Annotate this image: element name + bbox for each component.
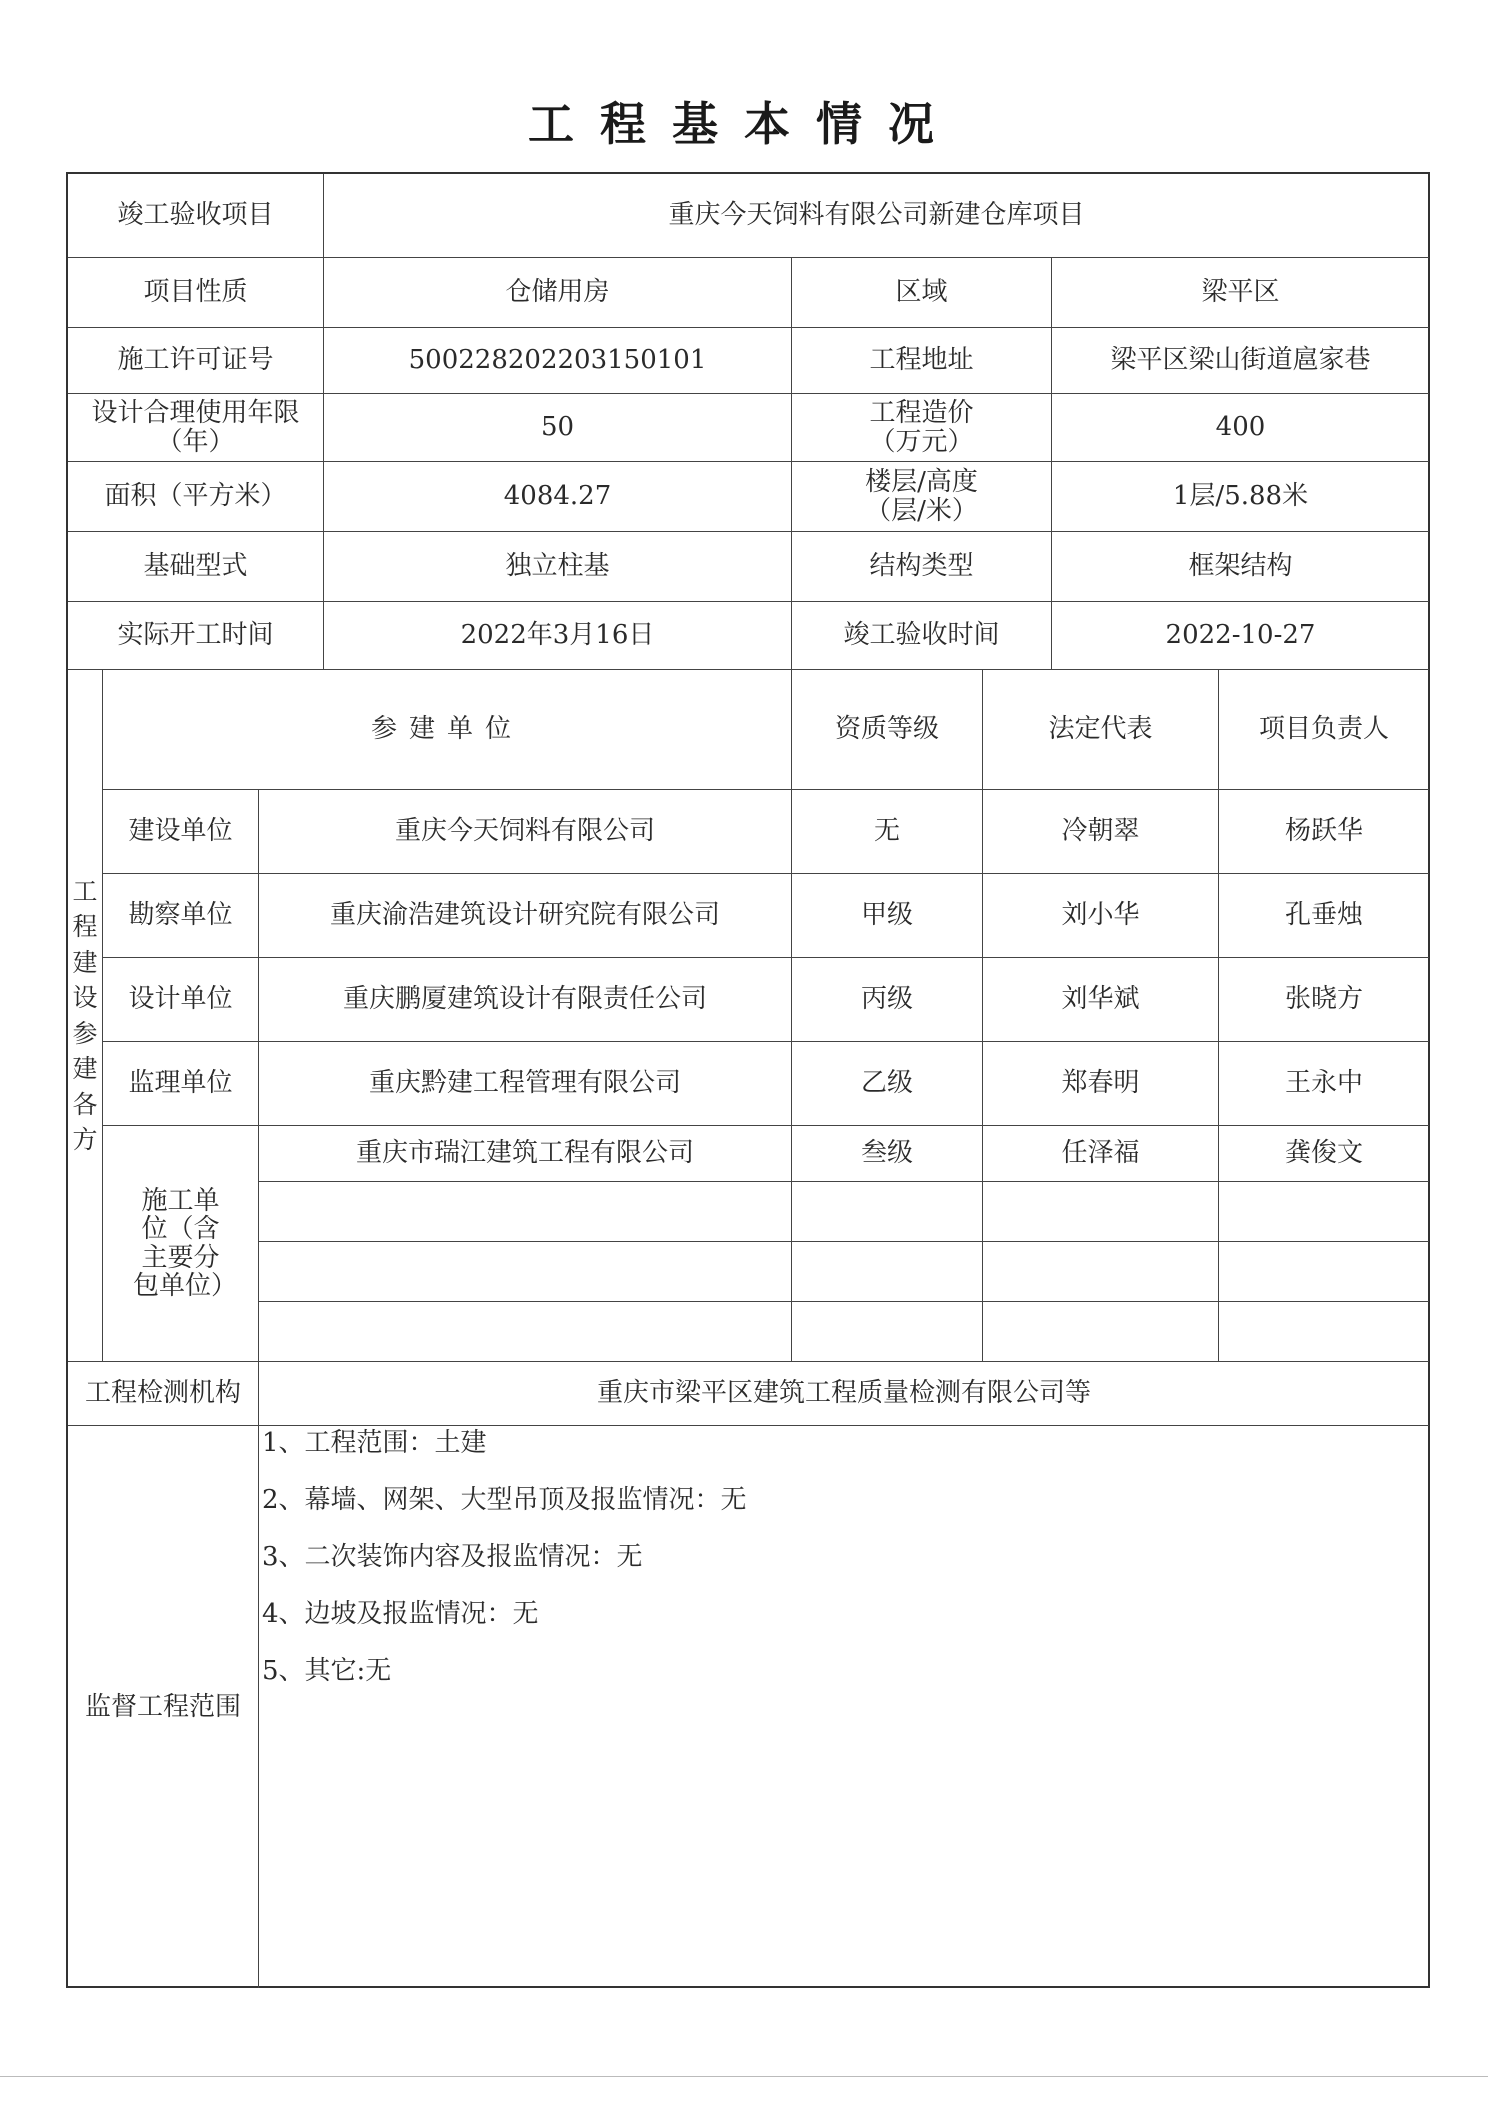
construction-legal-rep [983, 1302, 1219, 1362]
info-value: 1层/5.88米 [1052, 462, 1429, 532]
info-label: 实际开工时间 [68, 602, 324, 670]
info-label: 工程造价（万元） [792, 394, 1052, 462]
project-label: 竣工验收项目 [68, 174, 324, 258]
party-qualification: 无 [792, 790, 983, 874]
party-company: 重庆今天饲料有限公司 [259, 790, 792, 874]
party-legal-rep: 刘华斌 [983, 958, 1219, 1042]
header-project-lead: 项目负责人 [1219, 670, 1429, 790]
info-value: 2022-10-27 [1052, 602, 1429, 670]
info-value: 400 [1052, 394, 1429, 462]
construction-legal-rep [983, 1182, 1219, 1242]
construction-qualification: 叁级 [792, 1126, 983, 1182]
header-legal-rep: 法定代表 [983, 670, 1219, 790]
info-label: 项目性质 [68, 258, 324, 328]
party-legal-rep: 刘小华 [983, 874, 1219, 958]
info-value: 50 [324, 394, 792, 462]
party-company: 重庆鹏厦建筑设计有限责任公司 [259, 958, 792, 1042]
testing-value: 重庆市梁平区建筑工程质量检测有限公司等 [259, 1362, 1429, 1426]
info-value: 独立柱基 [324, 532, 792, 602]
construction-project-lead: 龚俊文 [1219, 1126, 1429, 1182]
construction-company: 重庆市瑞江建筑工程有限公司 [259, 1126, 792, 1182]
info-label: 设计合理使用年限（年） [68, 394, 324, 462]
info-label: 面积（平方米） [68, 462, 324, 532]
info-label: 区域 [792, 258, 1052, 328]
header-unit: 参建单位 [103, 670, 792, 790]
construction-legal-rep: 任泽福 [983, 1126, 1219, 1182]
testing-label: 工程检测机构 [68, 1362, 259, 1426]
info-label: 竣工验收时间 [792, 602, 1052, 670]
party-qualification: 丙级 [792, 958, 983, 1042]
info-value: 2022年3月16日 [324, 602, 792, 670]
construction-project-lead [1219, 1182, 1429, 1242]
party-role: 建设单位 [103, 790, 259, 874]
scope-item: 4、边坡及报监情况：无 [262, 1599, 539, 1629]
party-role: 勘察单位 [103, 874, 259, 958]
scope-items [259, 1426, 1429, 1988]
page-title: 工程基本情况 [528, 97, 960, 151]
info-label: 基础型式 [68, 532, 324, 602]
info-label: 结构类型 [792, 532, 1052, 602]
party-project-lead: 杨跃华 [1219, 790, 1429, 874]
project-value: 重庆今天饲料有限公司新建仓库项目 [324, 174, 1429, 258]
party-company: 重庆渝浩建筑设计研究院有限公司 [259, 874, 792, 958]
construction-legal-rep [983, 1242, 1219, 1302]
construction-qualification [792, 1242, 983, 1302]
party-company: 重庆黔建工程管理有限公司 [259, 1042, 792, 1126]
header-qualification: 资质等级 [792, 670, 983, 790]
construction-project-lead [1219, 1302, 1429, 1362]
parties-side-label: 工程建设参建各方 [68, 670, 103, 1362]
scope-item: 1、工程范围：土建 [262, 1428, 487, 1458]
info-value: 梁平区 [1052, 258, 1429, 328]
party-legal-rep: 郑春明 [983, 1042, 1219, 1126]
construction-project-lead [1219, 1242, 1429, 1302]
info-value: 仓储用房 [324, 258, 792, 328]
party-role: 设计单位 [103, 958, 259, 1042]
info-value: 4084.27 [324, 462, 792, 532]
scope-item: 3、二次装饰内容及报监情况：无 [262, 1542, 643, 1572]
info-value: 梁平区梁山街道扈家巷 [1052, 328, 1429, 394]
party-role: 监理单位 [103, 1042, 259, 1126]
construction-company [259, 1182, 792, 1242]
project-info-table [66, 172, 1430, 1988]
party-project-lead: 张晓方 [1219, 958, 1429, 1042]
construction-role: 施工单位（含主要分包单位） [103, 1126, 259, 1362]
construction-company [259, 1242, 792, 1302]
info-label: 工程地址 [792, 328, 1052, 394]
party-qualification: 甲级 [792, 874, 983, 958]
info-value: 500228202203150101 [324, 328, 792, 394]
info-value: 框架结构 [1052, 532, 1429, 602]
info-label: 施工许可证号 [68, 328, 324, 394]
construction-qualification [792, 1182, 983, 1242]
construction-company [259, 1302, 792, 1362]
construction-qualification [792, 1302, 983, 1362]
scope-item: 5、其它:无 [262, 1656, 392, 1686]
page-bottom-rule [0, 2076, 1488, 2077]
info-label: 楼层/高度（层/米） [792, 462, 1052, 532]
party-project-lead: 孔垂烛 [1219, 874, 1429, 958]
scope-label: 监督工程范围 [68, 1426, 259, 1988]
party-legal-rep: 冷朝翠 [983, 790, 1219, 874]
party-project-lead: 王永中 [1219, 1042, 1429, 1126]
scope-item: 2、幕墙、网架、大型吊顶及报监情况：无 [262, 1485, 747, 1515]
party-qualification: 乙级 [792, 1042, 983, 1126]
